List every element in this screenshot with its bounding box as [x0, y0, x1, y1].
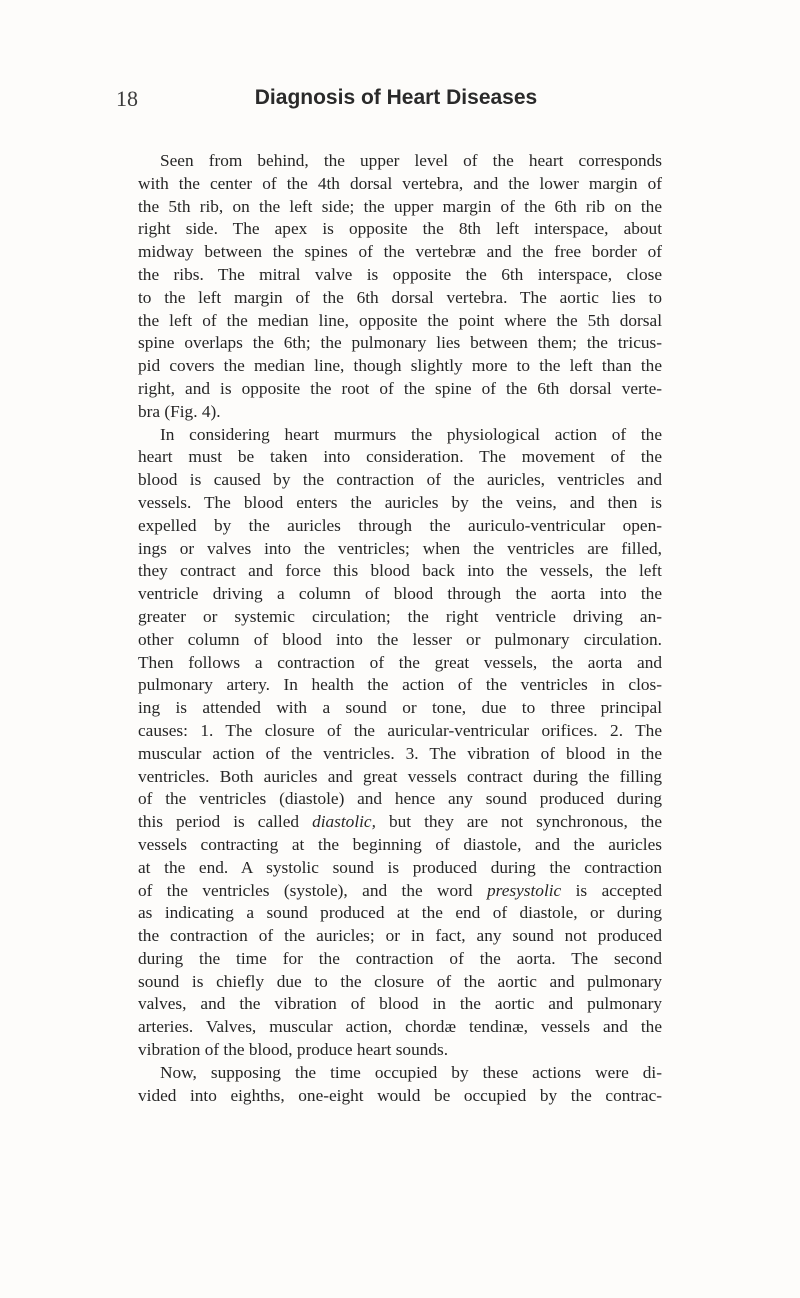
text-line: vibration of the blood, produce heart sounds. [138, 1040, 449, 1060]
page-header [116, 86, 676, 126]
text-line: to the left margin of the 6th dorsal vertebra. The aortic lies to [138, 287, 662, 307]
text-line: ventricles. Both auricles and great vessels contract during the filling [138, 766, 662, 786]
text-line: causes: 1. The closure of the auricular-ventricular orifices. 2. The [138, 720, 662, 740]
text-line: ing is attended with a sound or tone, due to three principal [138, 698, 662, 718]
text-line: right side. The apex is opposite the 8th left interspace, about [138, 219, 662, 239]
text-line: bra (Fig. 4). [138, 401, 221, 421]
text-line: vessels. The blood enters the auricles by the veins, and then is [138, 492, 662, 512]
text-line: expelled by the auricles through the auriculo-ventricular open- [138, 515, 662, 535]
text-line: ventricle driving a column of blood through the aorta into the [138, 584, 662, 604]
text-line: spine overlaps the 6th; the pulmonary lies between them; the tricus- [138, 333, 662, 353]
text-line: vided into eighths, one-eight would be occupied by the contrac- [138, 1085, 662, 1105]
text-line: midway between the spines of the vertebræ and the free border of [138, 242, 662, 262]
term-presystolic: presystolic [486, 880, 562, 900]
text-line: In considering heart murmurs the physiological action of the [160, 424, 662, 444]
text-line: pid covers the median line, though slightly more to the left than the [138, 356, 662, 376]
text-line: at the end. A systolic sound is produced during the contraction [138, 857, 662, 877]
text-line: right, and is opposite the root of the spine of the 6th dorsal verte- [138, 378, 662, 398]
text-line: other column of blood into the lesser or pulmonary circulation. [138, 629, 662, 649]
text-line: the 5th rib, on the left side; the upper margin of the 6th rib on the [138, 196, 662, 216]
text-line: of the ventricles (systole), and the word presystolic is accepted [138, 880, 663, 900]
text-line: vessels contracting at the beginning of diastole, and the auricles [138, 834, 662, 854]
text-line: Now, supposing the time occupied by these actions were di- [160, 1062, 662, 1082]
text-line: this period is called diastolic, but they are not synchronous, the [138, 812, 662, 832]
text-line: heart must be taken into consideration. The movement of the [138, 447, 662, 467]
text-line: Then follows a contraction of the great vessels, the aorta and [138, 652, 662, 672]
text-line: the left of the median line, opposite the point where the 5th dorsal [138, 310, 662, 330]
text-line: sound is chiefly due to the closure of the aortic and pulmonary [138, 971, 662, 991]
text-line: as indicating a sound produced at the end of diastole, or during [138, 903, 662, 923]
text-line: blood is caused by the contraction of the auricles, ventricles and [138, 470, 662, 490]
text-line: pulmonary artery. In health the action of the ventricles in clos- [138, 675, 662, 695]
term-diastolic: diastolic, [312, 812, 376, 832]
text-line: the ribs. The mitral valve is opposite the 6th interspace, close [138, 264, 662, 284]
text-line: muscular action of the ventricles. 3. The vibration of blood in the [138, 743, 662, 763]
text-line: during the time for the contraction of the aorta. The second [138, 948, 662, 968]
text-line: arteries. Valves, muscular action, chordæ tendinæ, vessels and the [138, 1017, 662, 1037]
text-line: greater or systemic circulation; the right ventricle driving an- [138, 606, 662, 626]
text-line: the contraction of the auricles; or in fact, any sound not produced [138, 926, 662, 946]
running-title: Diagnosis of Heart Diseases [254, 86, 538, 109]
text-line: ings or valves into the ventricles; when the ventricles are filled, [138, 538, 662, 558]
body-text [138, 150, 662, 1107]
text-line: Seen from behind, the upper level of the heart corresponds [160, 151, 662, 170]
text-line: they contract and force this blood back into the vessels, the left [138, 561, 662, 581]
text-line: of the ventricles (diastole) and hence any sound produced during [138, 789, 662, 809]
page-number: 18 [116, 86, 138, 111]
text-line: with the center of the 4th dorsal vertebra, and the lower margin of [138, 173, 662, 193]
text-line: valves, and the vibration of blood in the aortic and pulmonary [138, 994, 662, 1014]
